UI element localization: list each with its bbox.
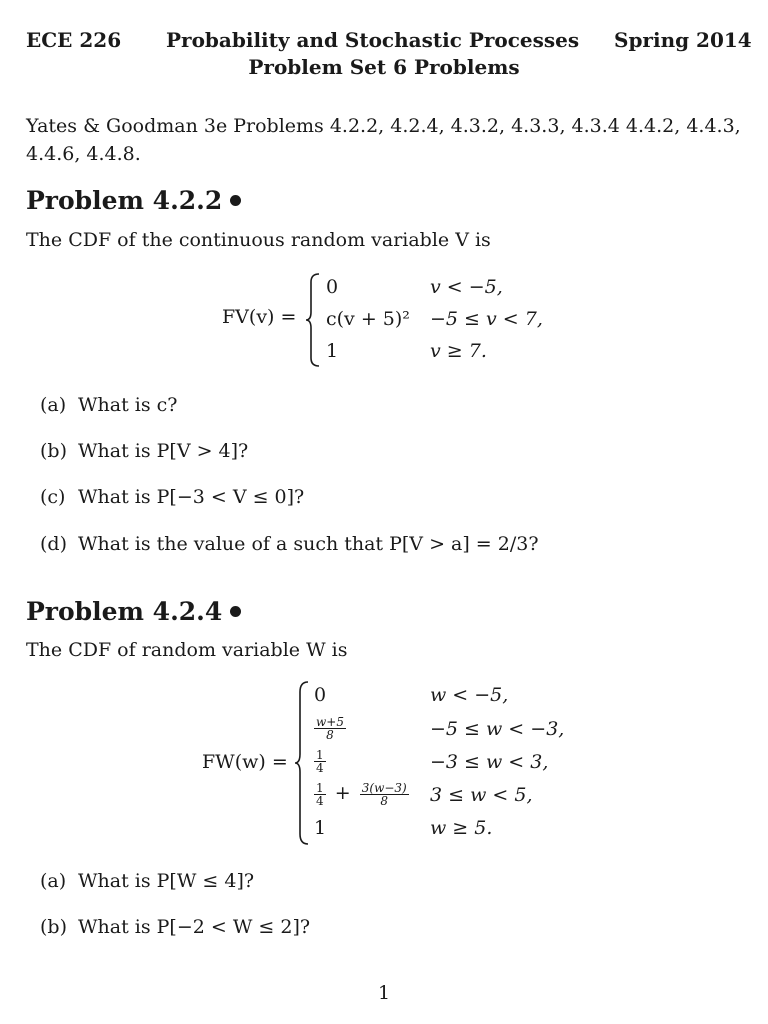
bullet-icon bbox=[230, 606, 241, 617]
left-brace-icon bbox=[294, 680, 310, 846]
problem-1-title: Problem 4.2.2 bbox=[26, 186, 223, 215]
problem-1-part-d: (d) What is the value of a such that P[V > a] = 2/3? bbox=[40, 533, 539, 555]
w-case-4-expr: $\frac{1}{4}$ + $\frac{3(w-3)}{8}$ bbox=[316, 781, 407, 808]
problem-1-part-a: (a) What is c? bbox=[40, 394, 178, 416]
bullet-icon bbox=[230, 195, 241, 206]
w-case-3-cond: −3 ≤ w < 3, bbox=[430, 751, 549, 773]
case-1-cond: v < −5, bbox=[430, 276, 503, 298]
intro-line-2: 4.4.6, 4.4.8. bbox=[26, 143, 141, 165]
case-1-expr: 0 bbox=[326, 276, 339, 298]
left-brace-icon bbox=[305, 272, 321, 368]
w-case-4-cond: 3 ≤ w < 5, bbox=[430, 784, 533, 806]
problem-1-statement: The CDF of the continuous random variable V is bbox=[26, 229, 491, 251]
w-case-5-expr: 1 bbox=[314, 817, 327, 839]
course-code: ECE 226 bbox=[26, 28, 122, 52]
problem-2-part-b: (b) What is P[−2 < W ≤ 2]? bbox=[40, 916, 311, 938]
case-2-cond: −5 ≤ v < 7, bbox=[430, 308, 543, 330]
case-3-cond: v ≥ 7. bbox=[430, 340, 487, 362]
case-3-expr: 1 bbox=[326, 340, 339, 362]
problem-2-part-a: (a) What is P[W ≤ 4]? bbox=[40, 870, 255, 892]
case-2-expr: c(v + 5)² bbox=[326, 308, 410, 330]
course-title: Probability and Stochastic Processes bbox=[166, 28, 580, 52]
w-case-1-expr: 0 bbox=[314, 684, 327, 706]
w-case-2-expr: $\frac{w+5}{8}$ bbox=[316, 715, 344, 742]
w-case-5-cond: w ≥ 5. bbox=[430, 817, 493, 839]
intro-line-1: Yates & Goodman 3e Problems 4.2.2, 4.2.4, 4.3.2, 4.3.3, 4.3.4 4.4.2, 4.4.3, bbox=[26, 115, 741, 137]
w-case-1-cond: w < −5, bbox=[430, 684, 509, 706]
w-case-2-cond: −5 ≤ w < −3, bbox=[430, 718, 565, 740]
problem-2-function-lhs: FW(w) = bbox=[202, 751, 288, 773]
problem-1-function-lhs: FV(v) = bbox=[222, 306, 297, 328]
page-number: 1 bbox=[377, 982, 391, 1004]
problem-2-title: Problem 4.2.4 bbox=[26, 597, 223, 626]
problem-2-statement: The CDF of random variable W is bbox=[26, 639, 348, 661]
problem-1-part-c: (c) What is P[−3 < V ≤ 0]? bbox=[40, 486, 305, 508]
problem-set-title: Problem Set 6 Problems bbox=[248, 55, 520, 79]
w-case-3-expr: $\frac{1}{4}$ bbox=[316, 748, 324, 775]
problem-2-heading bbox=[26, 597, 241, 626]
problem-1-heading bbox=[26, 186, 241, 215]
problem-1-part-b: (b) What is P[V > 4]? bbox=[40, 440, 249, 462]
term: Spring 2014 bbox=[614, 28, 752, 52]
